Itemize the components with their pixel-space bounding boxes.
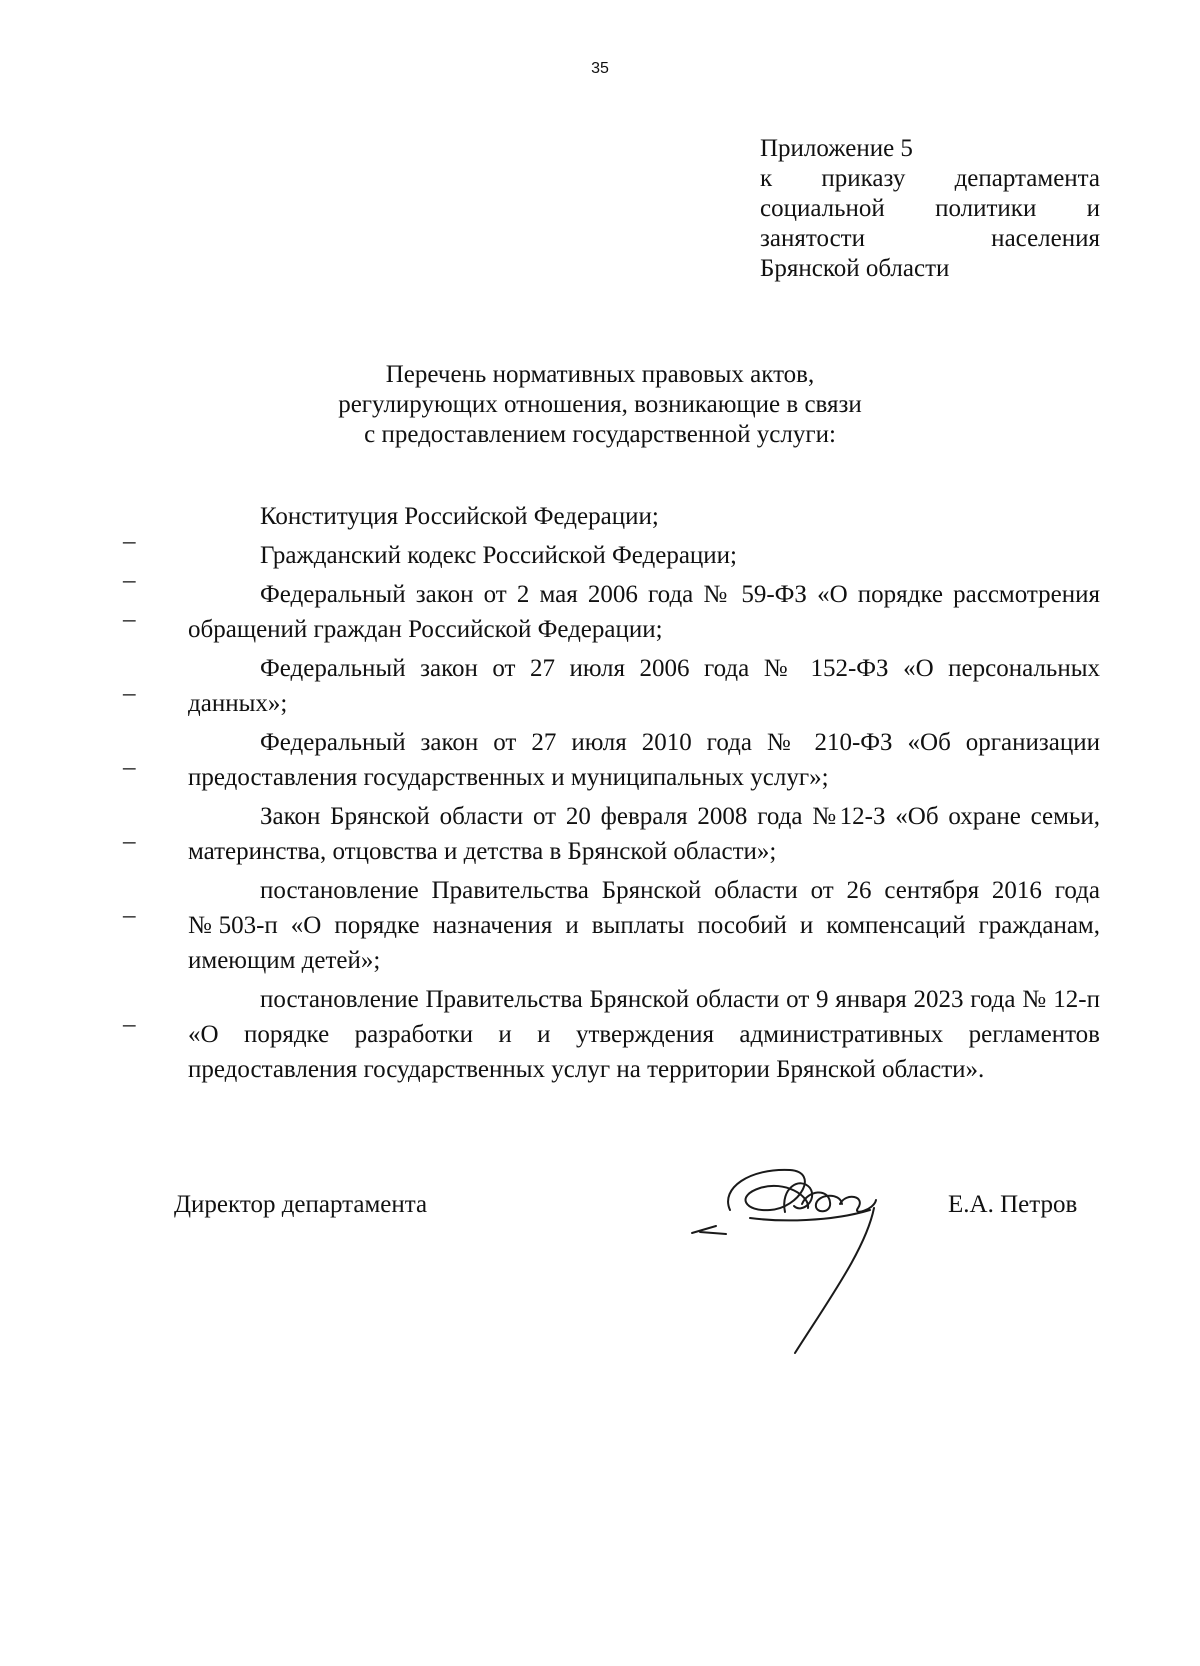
appendix-line-1: к приказу департамента bbox=[760, 165, 1100, 192]
title-line-3: с предоставлением государственной услуги: bbox=[364, 421, 836, 448]
dash-bullet: – bbox=[123, 902, 136, 929]
dash-bullet: – bbox=[123, 680, 136, 707]
title-line-1: Перечень нормативных правовых актов, bbox=[385, 361, 815, 388]
signature-block bbox=[0, 1190, 1200, 1230]
page-number: 35 bbox=[591, 60, 609, 77]
dash-bullet: – bbox=[123, 754, 136, 781]
title-line-2: регулирующих отношения, возникающие в связи bbox=[338, 391, 862, 418]
document-title bbox=[0, 360, 1200, 450]
list-item bbox=[123, 577, 1100, 647]
list-item-text: постановление Правительства Брянской области от 26 сентября 2016 года №503-п «О порядке назначения и выплаты пособий и компенсаций гражданам, имеющим детей»; bbox=[188, 877, 1100, 974]
dash-bullet: – bbox=[123, 567, 136, 594]
dash-bullet: – bbox=[123, 528, 136, 555]
list-item bbox=[123, 982, 1100, 1087]
signer-name: Е.А. Петров bbox=[948, 1191, 1078, 1218]
appendix-line-4: Брянской области bbox=[760, 255, 950, 282]
dash-bullet: – bbox=[123, 606, 136, 633]
list-item bbox=[123, 499, 1100, 555]
list-item-text: Конституция Российской Федерации; bbox=[260, 503, 659, 530]
list-item bbox=[123, 651, 1100, 721]
signer-position: Директор департамента bbox=[174, 1191, 428, 1218]
list-item-text: Закон Брянской области от 20 февраля 2008 года №12-З «Об охране семьи, материнства, отцовства и детства в Брянской области»; bbox=[188, 803, 1100, 865]
handwritten-signature-icon bbox=[690, 1148, 920, 1368]
list-item-text: Гражданский кодекс Российской Федерации; bbox=[260, 542, 738, 569]
list-item bbox=[123, 873, 1100, 978]
list-item-text: Федеральный закон от 27 июля 2010 года № 210-ФЗ «Об организации предоставления государственных и муниципальных услуг»; bbox=[188, 729, 1100, 791]
acts-list bbox=[123, 499, 1100, 1091]
list-item-text: Федеральный закон от 27 июля 2006 года № 152-ФЗ «О персональных данных»; bbox=[188, 655, 1100, 717]
list-item bbox=[123, 538, 1100, 594]
list-item bbox=[123, 725, 1100, 795]
appendix-line-2: социальной политики и bbox=[760, 195, 1100, 222]
list-item bbox=[123, 799, 1100, 869]
appendix-header bbox=[760, 134, 1100, 284]
appendix-title: Приложение 5 bbox=[760, 135, 913, 162]
dash-bullet: – bbox=[123, 1011, 136, 1038]
appendix-line-3: занятости населения bbox=[760, 225, 1100, 252]
dash-bullet: – bbox=[123, 828, 136, 855]
list-item-text: постановление Правительства Брянской области от 9 января 2023 года № 12-п «О порядке разработки и и утверждения административных регламентов предоставления государственных услуг на территории Брянской области». bbox=[188, 986, 1100, 1083]
list-item-text: Федеральный закон от 2 мая 2006 года № 59-ФЗ «О порядке рассмотрения обращений граждан Российской Федерации; bbox=[188, 581, 1100, 643]
